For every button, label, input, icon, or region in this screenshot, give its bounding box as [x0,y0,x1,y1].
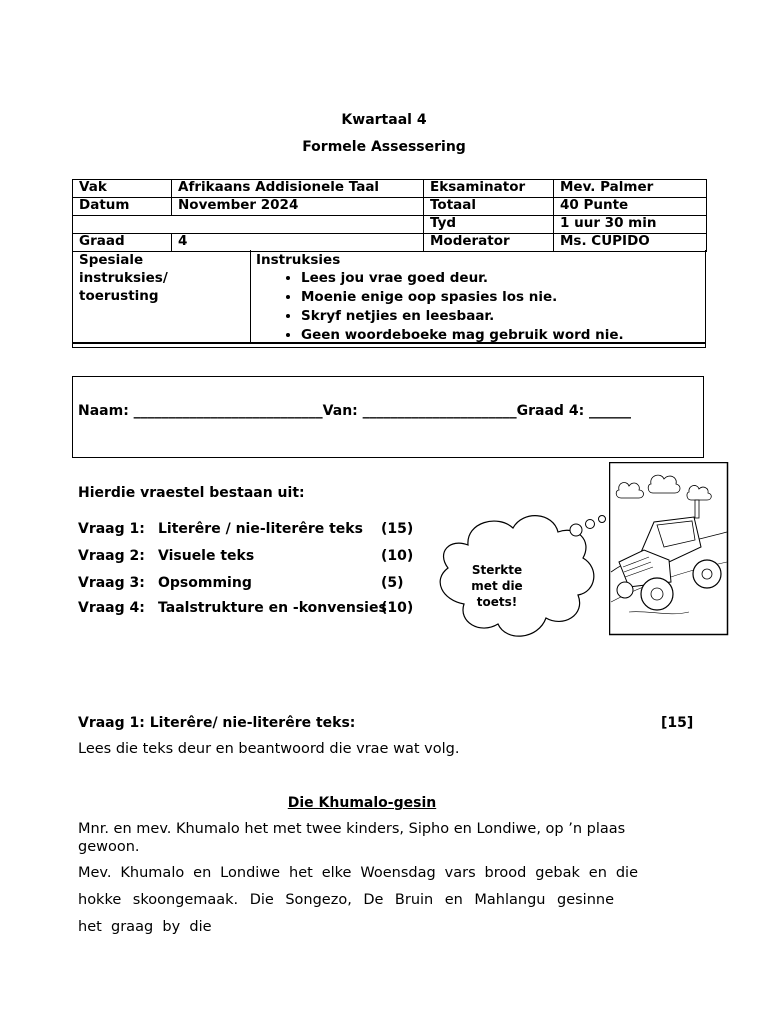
grade-field[interactable]: Graad 4: ______ [516,403,632,419]
name-line [78,403,631,419]
question1-marks: [15] [661,715,694,731]
cloud-line: toets! [476,595,518,609]
story-paragraph-2-line: het graag by die [78,919,212,935]
instruction-item: • Moenie enige oop spasies los nie. [301,288,699,307]
eksaminator-value: Mev. Palmer [554,180,707,198]
special-label-line: Spesiale [79,252,144,268]
info-table [72,179,707,252]
story-paragraph-2-line: Mev. Khumalo en Londiwe het elke Woensdag vars brood gebak en die [78,865,638,881]
story-title: Die Khumalo-gesin [287,795,437,811]
special-label-line: instruksies/ [79,270,168,286]
table-bottom-border [72,343,706,348]
question1-heading: Vraag 1: Literêre/ nie-literêre teks: [78,715,356,731]
moderator-value: Ms. CUPIDO [554,234,707,252]
datum-value: November 2024 [172,198,424,216]
overview-topic: Taalstrukture en -konvensies [158,600,387,616]
vak-value: Afrikaans Addisionele Taal [172,180,424,198]
story-paragraph-2-line: hokke skoongemaak. Die Songezo, De Bruin en Mahlangu gesinne [78,892,614,908]
instructions-cell [250,250,706,343]
moderator-label: Moderator [424,234,554,252]
instruction-item: • Geen woordeboeke mag gebruik word nie. [301,326,699,345]
special-instructions-label [72,250,251,343]
datum-label: Datum [73,198,172,216]
surname-field[interactable]: Van: ______________________ [322,403,517,419]
instruction-item: • Lees jou vrae goed deur. [301,269,699,288]
special-label-line: toerusting [79,288,159,304]
instructions-list [256,269,699,345]
question1-instruction: Lees die teks deur en beantwoord die vrae wat volg. [78,741,460,757]
overview-heading: Hierdie vraestel bestaan uit: [78,485,305,501]
overview-marks: (10) [381,548,414,564]
cloud-line: met die [471,579,523,593]
overview-topic: Visuele teks [158,548,255,564]
overview-topic: Opsomming [158,575,252,591]
assessment-title: Formele Assessering [302,139,466,155]
story-paragraph-1: Mnr. en mev. Khumalo het met twee kinders, Sipho en Londiwe, op ’n plaas gewoon. [78,821,626,855]
tyd-value: 1 uur 30 min [554,216,707,234]
tractor-image [609,462,729,636]
cloud-line: Sterkte [471,563,523,577]
overview-num: Vraag 3: [78,575,145,591]
empty-cell [73,216,424,234]
name-box [72,376,704,458]
tyd-label: Tyd [424,216,554,234]
totaal-value: 40 Punte [554,198,707,216]
overview-topic: Literêre / nie-literêre teks [158,521,363,537]
overview-num: Vraag 4: [78,600,145,616]
totaal-label: Totaal [424,198,554,216]
graad-value: 4 [172,234,424,252]
graad-label: Graad [73,234,172,252]
instructions-heading: Instruksies [256,252,341,268]
term-title: Kwartaal 4 [341,112,427,128]
overview-marks: (5) [381,575,404,591]
overview-marks: (15) [381,521,414,537]
cloud-text [458,562,536,610]
overview-num: Vraag 2: [78,548,145,564]
vak-label: Vak [73,180,172,198]
overview-marks: (10) [381,600,414,616]
eksaminator-label: Eksaminator [424,180,554,198]
name-field[interactable]: Naam: ___________________________ [78,403,323,419]
instruction-item: • Skryf netjies en leesbaar. [301,307,699,326]
overview-num: Vraag 1: [78,521,145,537]
